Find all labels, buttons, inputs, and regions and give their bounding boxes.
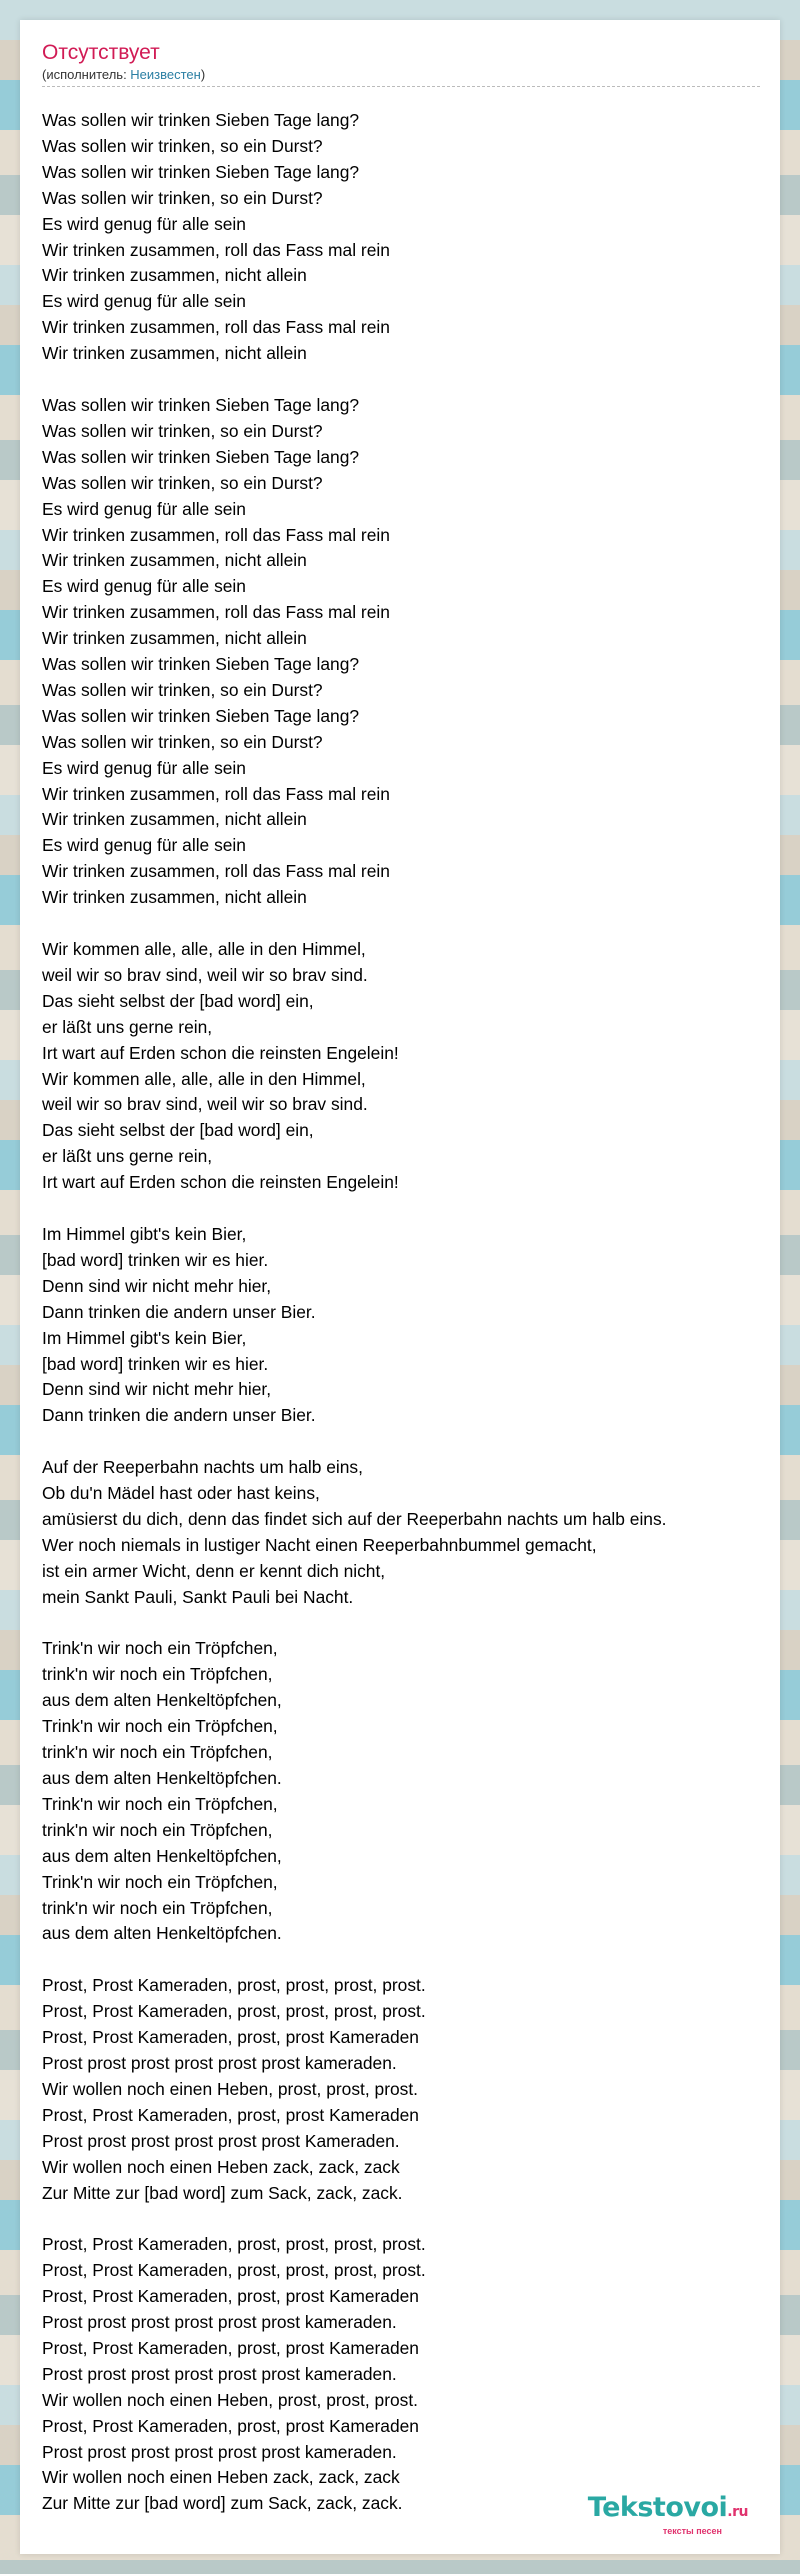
lyrics-text: Was sollen wir trinken Sieben Tage lang? Was sollen wir trinken, so ein Durst? Was sollen wir trinken Sieben Tage lang? Was sollen wir trinken, so ein Durst? Es wird genug für alle sein Wir trinken zusammen, roll das Fass mal rein Wir trinken zusammen, nicht allein Es wird genug für alle sein Wir trinken zusammen, roll das Fass mal rein Wir trinken zusammen, nicht allein Was sollen wir trinken Sieben Tage lang? Was sollen wir trinken, so ein Durst? Was sollen wir trinken Sieben Tage lang? Was sollen wir trinken, so ein Durst? Es wird genug für alle sein Wir trinken zusammen, roll das Fass mal rein Wir trinken zusammen, nicht allein Es wird genug für alle sein Wir trinken zusammen, roll das Fass mal rein Wir trinken zusammen, nicht allein Was sollen wir trinken Sieben Tage lang? Was sollen wir trinken, so ein Durst? Was sollen wir trinken Sieben Tage lang? Was sollen wir trinken, so ein Durst? Es wird genug für alle sein Wir trinken zusammen, roll das Fass mal rein Wir trinken zusammen, nicht allein Es wird genug für alle sein Wir trinken zusammen, roll das Fass mal rein Wir trinken zusammen, nicht allein Wir kommen alle, alle, alle in den Himmel, weil wir so brav sind, weil wir so brav sind. Das sieht selbst der [bad word] ein, er läßt uns gerne rein, Irt wart auf Erden schon die reinsten Engelein! Wir kommen alle, alle, alle in den Himmel, weil wir so brav sind, weil wir so brav sind. Das sieht selbst der [bad word] ein, er läßt uns gerne rein, Irt wart auf Erden schon die reinsten Engelein! Im Himmel gibt's kein Bier, [bad word] trinken wir es hier. Denn sind wir nicht mehr hier, Dann trinken die andern unser Bier. Im Himmel gibt's kein Bier, [bad word] trinken wir es hier. Denn sind wir nicht mehr hier, Dann trinken die andern unser Bier. Auf der Reeperbahn nachts um halb eins, Ob du'n Mädel hast oder hast keins, amüsierst du dich, denn das findet sich auf der Reeperbahn nachts um halb eins. Wer noch niemals in lustiger Nacht einen Reeperbahnbummel gemacht, ist ein armer Wicht, denn er kennt dich nicht, mein Sankt Pauli, Sankt Pauli bei Nacht. Trink'n wir noch ein Tröpfchen, trink'n wir noch ein Tröpfchen, aus dem alten Henkeltöpfchen, Trink'n wir noch ein Tröpfchen, trink'n wir noch ein Tröpfchen, aus dem alten Henkeltöpfchen. Trink'n wir noch ein Tröpfchen, trink'n wir noch ein Tröpfchen, aus dem alten Henkeltöpfchen, Trink'n wir noch ein Tröpfchen, trink'n wir noch ein Tröpfchen, aus dem alten Henkeltöpfchen. Prost, Prost Kameraden, prost, prost, prost, prost. Prost, Prost Kameraden, prost, prost, prost, prost. Prost, Prost Kameraden, prost, prost Kameraden Prost prost prost prost prost prost kameraden. Wir wollen noch einen Heben, prost, prost, prost. Prost, Prost Kameraden, prost, prost Kameraden Prost prost prost prost prost prost Kameraden. Wir wollen noch einen Heben zack, zack, zack Zur Mitte zur [bad word] zum Sack, zack, zack. Prost, Prost Kameraden, prost, prost, prost, prost. Prost, Prost Kameraden, prost, prost, prost, prost. Prost, Prost Kameraden, prost, prost Kameraden Prost prost prost prost prost prost kameraden. Prost, Prost Kameraden, prost, prost Kameraden Prost prost prost prost prost prost kameraden. Wir wollen noch einen Heben, prost, prost, prost. Prost, Prost Kameraden, prost, prost Kameraden Prost prost prost prost prost prost kameraden. Wir wollen noch einen Heben zack, zack, zack Zur Mitte zur [bad word] zum Sack, zack, zack. (42, 110, 667, 2514)
artist-suffix: ) (200, 67, 206, 82)
artist-link[interactable]: Неизвестен (130, 67, 201, 82)
header-divider (42, 86, 760, 87)
artist-line (42, 66, 762, 84)
song-header (42, 40, 762, 87)
logo-name: Tekstovoi (587, 2492, 728, 2523)
artist-prefix: (исполнитель: (42, 67, 131, 82)
song-title: Отсутствует (42, 41, 160, 64)
logo-tagline: тексты песен (662, 2526, 722, 2536)
site-logo[interactable] (588, 2494, 748, 2536)
logo-suffix: .ru (727, 2504, 748, 2520)
logo-wordmark (588, 2494, 748, 2526)
lyrics-card (20, 20, 780, 2554)
